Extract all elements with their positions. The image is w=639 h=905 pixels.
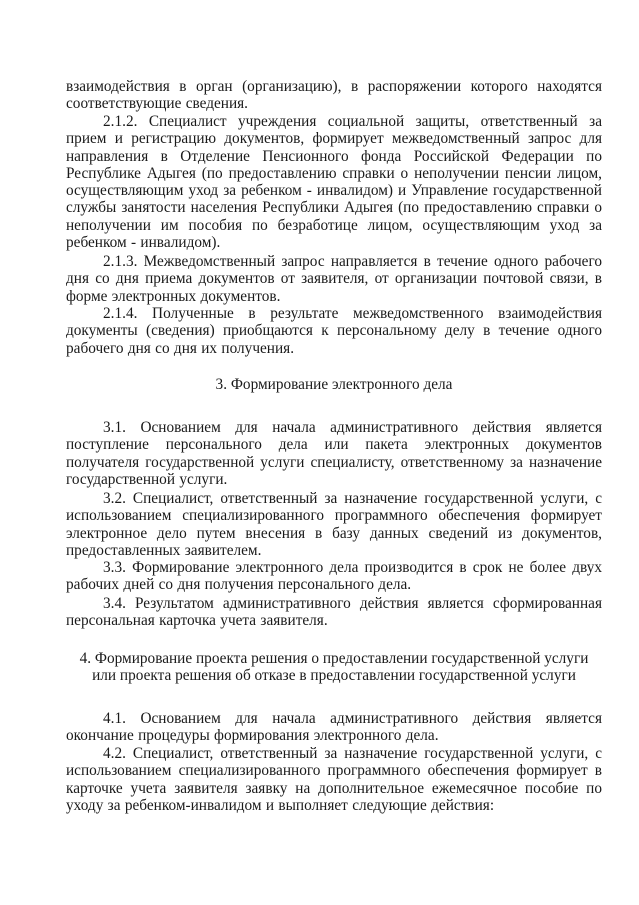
paragraph-2-1-2: 2.1.2. Специалист учреждения социальной защиты, ответственный за прием и регистрацию документов, формирует межведомственный запрос для направления в Отделение Пенсионного фонда Российской Федерации по Республике Адыгея (по предоставлению справки о неполучении пенсии лицом, осуществляющим уход за ребенком - инвалидом) и Управление государственной службы занятости населения Республики Адыгея (по предоставлению справки о неполучении им пособия по безработице лицом, осуществляющим уход за ребенком - инвалидом). — [66, 113, 602, 252]
paragraph-4-2: 4.2. Специалист, ответственный за назначение государственной услуги, с использованием специализированного программного обеспечения формирует в карточке учета заявителя заявку на дополнительное ежемесячное пособие по уходу за ребенком-инвалидом и выполняет следующие действия: — [66, 745, 602, 814]
paragraph-2-1-4: 2.1.4. Полученные в результате межведомственного взаимодействия документы (сведения) приобщаются к персональному делу в течение одного рабочего дня со дня их получения. — [66, 305, 602, 357]
section-4-title-line-1: 4. Формирование проекта решения о предоставлении государственной услуги — [79, 650, 589, 667]
paragraph-3-2: 3.2. Специалист, ответственный за назначение государственной услуги, с использованием специализированного программного обеспечения формирует электронное дело путем внесения в базу данных сведений из документов, предоставленных заявителем. — [66, 490, 602, 559]
section-3-title: 3. Формирование электронного дела — [215, 376, 453, 393]
paragraph-3-4: 3.4. Результатом административного действия является сформированная персональная карточка учета заявителя. — [66, 595, 602, 630]
paragraph-2-1-3: 2.1.3. Межведомственный запрос направляется в течение одного рабочего дня со дня приема документов от заявителя, от организации почтовой связи, в форме электронных документов. — [66, 253, 602, 305]
paragraph-continuation: взаимодействия в орган (организацию), в распоряжении которого находятся соответствующие сведения. — [66, 78, 602, 113]
paragraph-4-1: 4.1. Основанием для начала административного действия является окончание процедуры формирования электронного дела. — [66, 710, 602, 745]
paragraph-3-3: 3.3. Формирование электронного дела производится в срок не более двух рабочих дней со дня получения персонального дела. — [66, 559, 602, 594]
paragraph-3-1: 3.1. Основанием для начала административного действия является поступление персонального дела или пакета электронных документов получателя государственной услуги специалисту, ответственному за назначение государственной услуги. — [66, 419, 602, 488]
section-4-title-line-2: или проекта решения об отказе в предоставлении государственной услуги — [92, 667, 576, 684]
